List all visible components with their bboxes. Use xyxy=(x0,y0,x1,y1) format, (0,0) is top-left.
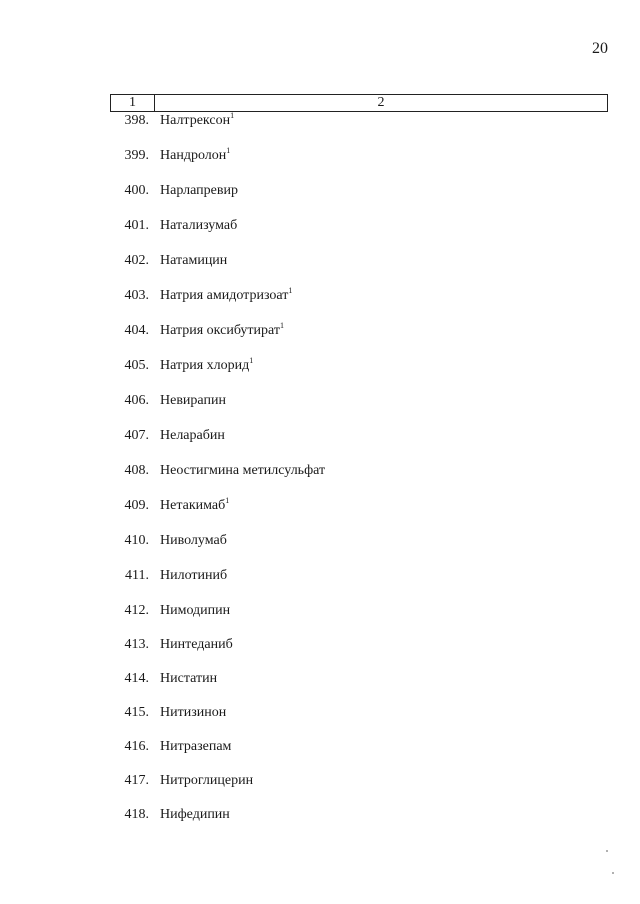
drug-name-text: Нетакимаб xyxy=(160,498,226,513)
row-number: 407. xyxy=(124,428,149,443)
row-number: 413. xyxy=(124,637,149,652)
drug-name xyxy=(160,462,325,480)
row-number: 403. xyxy=(124,288,149,303)
row-number: 411. xyxy=(125,568,149,583)
drug-name-text: Нарлапревир xyxy=(160,183,238,198)
row-number: 398. xyxy=(124,113,149,128)
drug-name-text: Нитроглицерин xyxy=(160,773,254,788)
drug-name xyxy=(160,772,253,790)
drug-name xyxy=(160,532,227,550)
drug-name-text: Натамицин xyxy=(160,253,228,268)
drug-name-text: Натрия амидотризоат xyxy=(160,288,289,303)
drug-name xyxy=(160,112,234,130)
row-number: 417. xyxy=(124,773,149,788)
drug-name-text: Нандролон xyxy=(160,148,227,163)
drug-name xyxy=(160,182,238,200)
scan-speck xyxy=(606,850,608,852)
row-number: 404. xyxy=(124,323,149,338)
drug-name xyxy=(160,322,284,340)
column-header-1: 1 xyxy=(111,95,155,111)
row-number: 401. xyxy=(124,218,149,233)
drug-name-text: Нилотиниб xyxy=(160,568,228,583)
row-number: 405. xyxy=(124,358,149,373)
row-number: 412. xyxy=(124,603,149,618)
footnote-marker: 1 xyxy=(225,496,230,505)
drug-name xyxy=(160,602,230,620)
drug-name xyxy=(160,252,227,270)
row-number: 399. xyxy=(124,148,149,163)
row-number: 408. xyxy=(124,463,149,478)
drug-name xyxy=(160,738,231,756)
footnote-marker: 1 xyxy=(226,146,231,155)
drug-name xyxy=(160,427,225,445)
drug-name-text: Нифедипин xyxy=(160,807,230,822)
row-number: 418. xyxy=(124,807,149,822)
row-number: 410. xyxy=(124,533,149,548)
row-number: 400. xyxy=(124,183,149,198)
drug-name xyxy=(160,147,230,165)
drug-name-text: Натрия хлорид xyxy=(160,358,250,373)
drug-name-text: Натализумаб xyxy=(160,218,238,233)
row-number: 416. xyxy=(124,739,149,754)
column-header-2: 2 xyxy=(377,95,385,110)
drug-name xyxy=(160,357,253,375)
drug-name xyxy=(160,497,229,515)
drug-name xyxy=(160,636,233,654)
drug-name-text: Неларабин xyxy=(160,428,225,443)
drug-name-text: Неостигмина метилсульфат xyxy=(160,463,326,478)
drug-name-text: Нитизинон xyxy=(160,705,227,720)
row-number: 406. xyxy=(124,393,149,408)
drug-name-text: Нитразепам xyxy=(160,739,232,754)
drug-name-text: Натрия оксибутират xyxy=(160,323,281,338)
drug-name-text: Нимодипин xyxy=(160,603,231,618)
drug-name xyxy=(160,567,227,585)
row-number: 414. xyxy=(124,671,149,686)
footnote-marker: 1 xyxy=(280,321,285,330)
drug-name xyxy=(160,670,217,688)
footnote-marker: 1 xyxy=(230,111,235,120)
drug-name xyxy=(160,704,226,722)
drug-name-text: Нинтеданиб xyxy=(160,637,233,652)
row-number: 402. xyxy=(124,253,149,268)
drug-name xyxy=(160,806,230,824)
drug-name xyxy=(160,287,292,305)
drug-name xyxy=(160,217,237,235)
page-number: 20 xyxy=(592,40,608,57)
drug-name-text: Налтрексон xyxy=(160,113,231,128)
drug-name xyxy=(160,392,226,410)
row-number: 409. xyxy=(124,498,149,513)
drug-name-text: Невирапин xyxy=(160,393,226,408)
scan-speck xyxy=(612,872,614,874)
drug-name-text: Ниволумаб xyxy=(160,533,227,548)
drug-name-text: Нистатин xyxy=(160,671,218,686)
table-header xyxy=(110,94,608,112)
footnote-marker: 1 xyxy=(249,356,254,365)
row-number: 415. xyxy=(124,705,149,720)
footnote-marker: 1 xyxy=(288,286,293,295)
